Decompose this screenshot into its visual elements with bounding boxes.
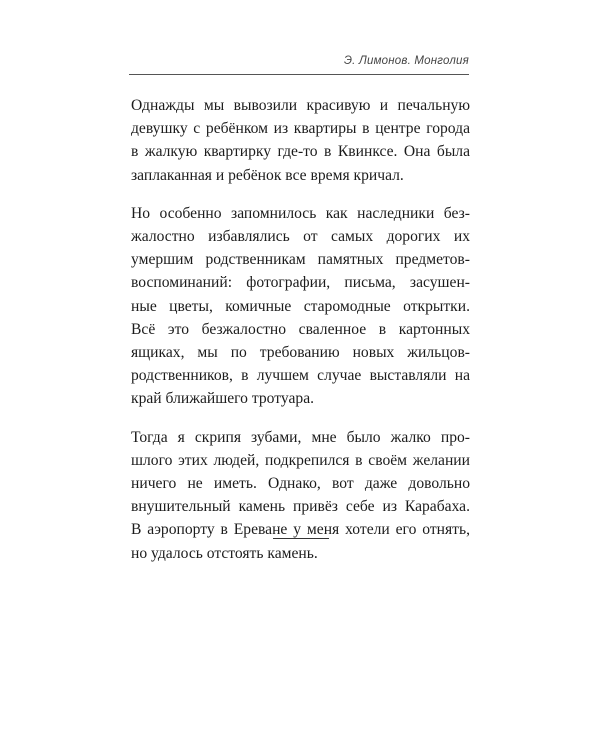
text-line: ничего не иметь. Однако, вот даже довольно [131,475,470,493]
body-text [131,94,470,580]
text-line: ящиках, мы по требованию новых жильцов- [131,344,470,362]
text-line: воспоминаний: фотографии, письма, засушен- [131,274,470,292]
text-line: В аэропорту в Ереване у меня хотели его отнять, [131,521,470,539]
text-line: Всё это безжалостно сваленное в картонных [131,320,470,338]
text-line: умершим родственникам памятных предметов- [131,251,470,269]
header-rule [129,74,469,75]
paragraph-2 [131,202,470,411]
text-line: жалостно избавлялись от самых дорогих их [131,228,470,246]
text-line: Тогда я скрипя зубами, мне было жалко про- [131,428,470,446]
paragraph-3 [131,426,470,565]
text-line: но удалось отстоять камень. [131,544,318,562]
text-line: ные цветы, комичные старомодные открытки. [131,297,470,315]
text-line: родственников, в лучшем случае выставляли на [131,367,470,385]
text-line: девушку с ребёнком из квартиры в центре города [131,120,470,138]
text-line: Однажды мы вывозили красивую и печальную [131,97,470,114]
section-end-rule [273,538,329,539]
text-line: заплаканная и ребёнок все время кричал. [131,166,404,184]
text-line: внушительный камень привёз себе из Карабаха. [131,498,470,516]
text-line: Но особенно запомнилось как наследники без- [131,204,470,222]
text-line: в жалкую квартирку где-то в Квинксе. Она была [131,143,470,161]
running-header: Э. Лимонов. Монголия [343,55,469,67]
text-line: край ближайшего тротуара. [131,390,315,408]
paragraph-1 [131,94,470,187]
text-line: шлого этих людей, подкрепился в своём желании [131,451,470,469]
